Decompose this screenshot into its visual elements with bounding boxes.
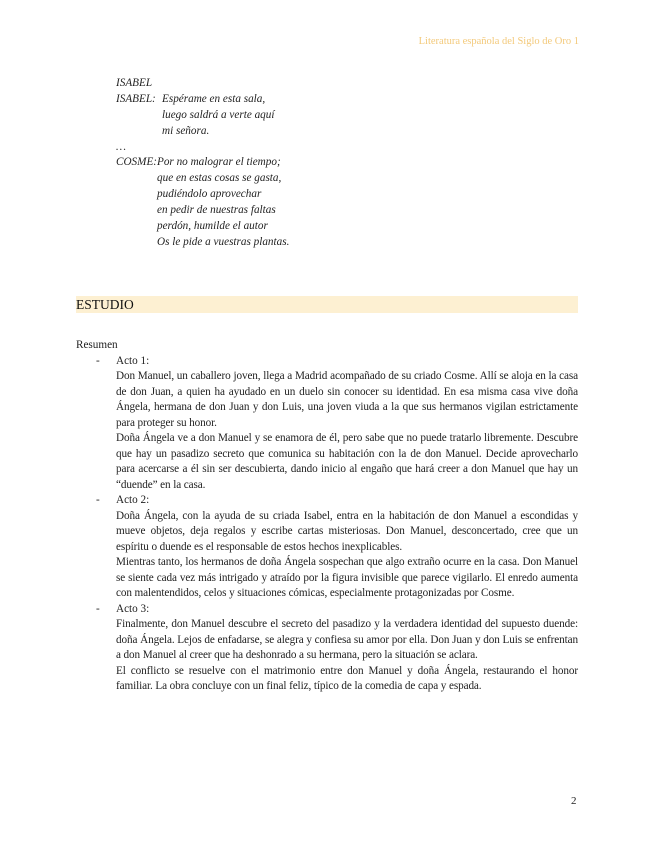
verse-line bbox=[116, 155, 289, 171]
act-title: Acto 3: bbox=[116, 602, 150, 615]
verse-line: luego saldrá a verte aquí bbox=[162, 108, 275, 121]
verse-speaker: COSME: bbox=[116, 156, 158, 169]
list-bullet: - bbox=[96, 354, 100, 367]
verse-line: que en estas cosas se gasta, bbox=[157, 172, 282, 185]
section-heading: ESTUDIO bbox=[76, 296, 578, 313]
act-paragraph: Mientras tanto, los hermanos de doña Ángela sospechan que algo extraño ocurre en la casa. Don Manuel se siente cada vez más intrigado y atraído por la figura invisible que parece vigilarlo. El enredo aumenta con malentendidos, celos y situaciones cómicas, especialmente protagonizadas por Cosme. bbox=[116, 556, 578, 599]
verse-line: en pedir de nuestras faltas bbox=[157, 204, 276, 217]
act-heading bbox=[76, 602, 578, 618]
summary-label: Resumen bbox=[76, 339, 118, 351]
verse-line: Os le pide a vuestras plantas. bbox=[157, 235, 290, 248]
verse-line: perdón, humilde el autor bbox=[157, 220, 268, 233]
act-paragraph: Don Manuel, un caballero joven, llega a Madrid acompañado de su criado Cosme. Allí se aloja en la casa de don Juan, a quien ha ayudado en un duelo sin conocer su identidad. En esa misma casa vive doña Ángela, hermana de don Juan y don Luis, una joven viuda a la que sus hermanos vigilan estrictamente para proteger su honor. bbox=[116, 370, 578, 429]
verse-line-text: Espérame en esta sala, bbox=[162, 92, 266, 105]
list-bullet: - bbox=[96, 602, 100, 615]
act-paragraph: Finalmente, don Manuel descubre el secreto del pasadizo y la verdadera identidad del supuesto duende: doña Ángela. Lejos de enfadarse, se alegra y confiesa su amor por ella. Don Juan y don Luis se enfrentan a don Manuel al creer que ha deshonrado a su hermana, pero la situación se aclara. bbox=[116, 618, 578, 661]
verse-ellipsis: … bbox=[116, 140, 126, 153]
verse-speaker-label: ISABEL bbox=[116, 77, 153, 89]
verse-line bbox=[116, 92, 289, 108]
verse-line-text: Por no malograr el tiempo; bbox=[157, 156, 281, 169]
page-number: 2 bbox=[571, 795, 577, 807]
verse-line: mi señora. bbox=[162, 124, 210, 137]
act-heading bbox=[76, 493, 578, 509]
act-title: Acto 2: bbox=[116, 494, 150, 506]
verse-line: pudiéndolo aprovechar bbox=[157, 188, 262, 201]
verse-speaker: ISABEL: bbox=[116, 92, 156, 105]
act-paragraph: Doña Ángela, con la ayuda de su criada Isabel, entra en la habitación de don Manuel a escondidas y mueve objetos, deja regalos y escribe cartas misteriosas. Don Manuel, desconcertado, cree que un espíritu o duende es el responsable de estos hechos inexplicables. bbox=[116, 509, 578, 553]
act-title: Acto 1: bbox=[116, 354, 150, 367]
act-heading bbox=[76, 354, 578, 370]
act-paragraph: Doña Ángela ve a don Manuel y se enamora de él, pero sabe que no puede tratarlo libremente. Descubre que hay un pasadizo secreto que comunica su habitación con la de don Manuel. Decide aprovecharlo para acercarse a él sin ser descubierta, dando inicio al engaño que hará creer a don Manuel que hay un “duende” en la casa. bbox=[116, 432, 578, 491]
verse-excerpt bbox=[116, 76, 289, 251]
running-header: Literatura española del Siglo de Oro 1 bbox=[418, 36, 579, 47]
list-bullet: - bbox=[96, 494, 100, 506]
act-paragraph: El conflicto se resuelve con el matrimonio entre don Manuel y doña Ángela, restaurando el honor familiar. La obra concluye con un final feliz, típico de la comedia de capa y espada. bbox=[116, 664, 578, 692]
summary bbox=[76, 338, 578, 695]
